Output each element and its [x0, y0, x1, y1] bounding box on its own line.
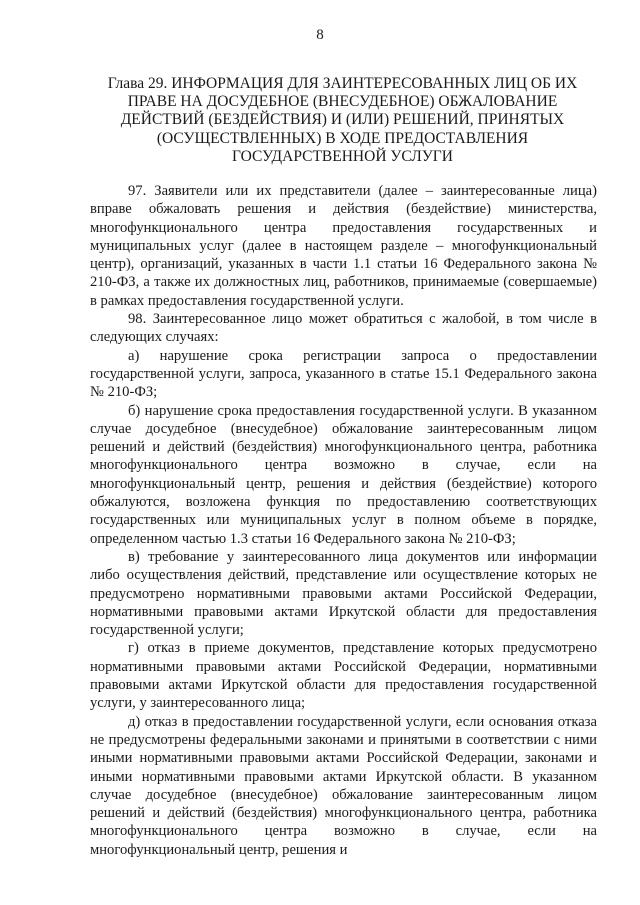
paragraph-98: 98. Заинтересованное лицо может обратиться с жалобой, в том числе в следующих случаях: [90, 311, 597, 346]
list-item-v: в) требование у заинтересованного лица документов или информации либо осуществления действий, представление или осуществление которых не предусмотрено нормативными правовыми актами Российской Федерации, нормативными правовыми актами Иркутской области для предоставления государственной услуги; [90, 548, 597, 639]
list-item-a: а) нарушение срока регистрации запроса о предоставлении государственной услуги, запроса, указанного в статье 15.1 Федерального закона № 210-ФЗ; [90, 347, 597, 401]
chapter-title: Глава 29. ИНФОРМАЦИЯ ДЛЯ ЗАИНТЕРЕСОВАННЫХ ЛИЦ ОБ ИХ ПРАВЕ НА ДОСУДЕБНОЕ (ВНЕСУДЕБНОЕ) ОБЖАЛОВАНИЕ ДЕЙСТВИЙ (БЕЗДЕЙСТВИЯ) И (ИЛИ) РЕШЕНИЙ, ПРИНЯТЫХ (ОСУЩЕСТВЛЕННЫХ) В ХОДЕ ПРЕДОСТАВЛЕНИЯ ГОСУДАРСТВЕННОЙ УСЛУГИ [107, 75, 578, 165]
list-item-d: д) отказ в предоставлении государственной услуги, если основания отказа не предусмотрены федеральными законами и принятыми в соответствии с ними иными нормативными правовыми актами Российской Федерации, законами и иными нормативными правовыми актами Иркутской области. В указанном случае досудебное (внесудебное) обжалование заинтересованным лицом решений и действий (бездействия) многофункционального центра, работника многофункционального центра возможно в случае, если на многофункциональный центр, решения и [90, 713, 597, 858]
list-item-b: б) нарушение срока предоставления государственной услуги. В указанном случае досудебное (внесудебное) обжалование заинтересованным лицом решений и действий (бездействия) многофункционального центра, работника многофункционального центра возможно в случае, если на многофункциональный центр, решения и действия (бездействие) которого обжалуются, возложена функция по предоставлению соответствующих государственных или муниципальных услуг в полном объеме в порядке, определенном частью 1.3 статьи 16 Федерального закона № 210-ФЗ; [90, 402, 597, 547]
page-number: 8 [316, 27, 324, 43]
list-item-g: г) отказ в приеме документов, представление которых предусмотрено нормативными правовыми актами Российской Федерации, нормативными правовыми актами Иркутской области для предоставления государственной услуги, у заинтересованного лица; [90, 640, 597, 712]
document-body [90, 182, 597, 859]
paragraph-97: 97. Заявители или их представители (далее – заинтересованные лица) вправе обжаловать решения и действия (бездействие) министерства, многофункционального центра предоставления государственных и муниципальных услуг (далее в настоящем разделе – многофункциональный центр), организаций, указанных в части 1.1 статьи 16 Федерального закона № 210-ФЗ, а также их должностных лиц, работников, принимаемые (совершаемые) в рамках предоставления государственной услуги. [90, 183, 597, 309]
